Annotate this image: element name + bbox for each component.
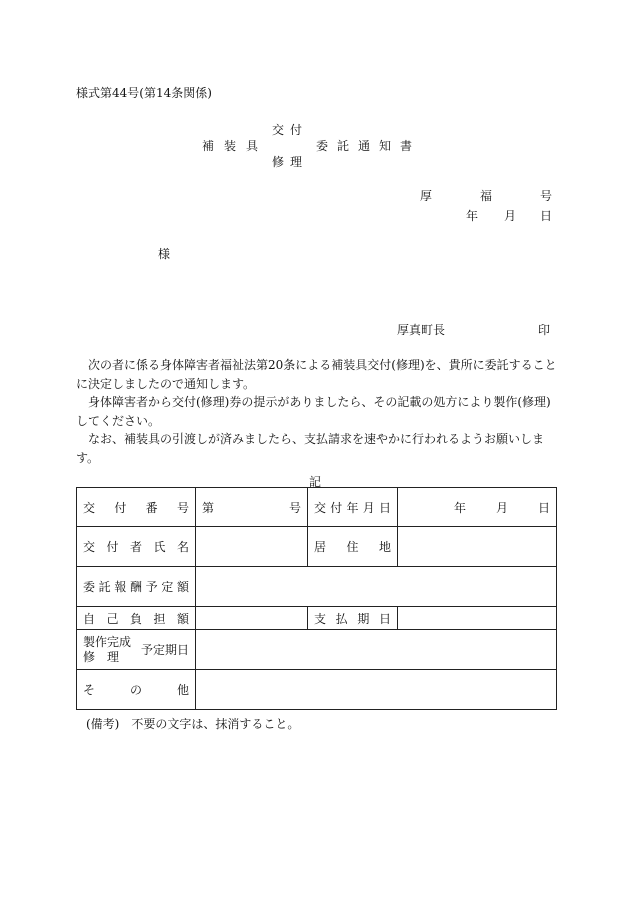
notice-body [76,356,560,467]
ki-heading: 記 [309,475,322,489]
label-issue-number: 交付番号 [83,500,189,515]
reference-suffix: 号 [540,189,553,203]
completion-date-field [196,630,557,670]
body-paragraph-3: なお、補装具の引渡しが済みましたら、支払請求を速やかに行われるようお願いします。 [76,432,545,465]
table-row [77,527,557,567]
issue-number-prefix: 第 [202,500,215,515]
seal-mark: 印 [538,323,551,337]
label-residence: 居住地 [314,540,391,554]
other-field [196,670,557,710]
recipient-name-field [196,527,308,567]
label-payment-date: 支払期日 [314,611,391,626]
remark-note: (備考) 不要の文字は、抹消すること。 [86,717,300,731]
title-right: 委託通知書 [316,139,422,153]
date-day: 日 [540,209,553,223]
label-other-b: の [129,683,142,697]
reference-prefix: 厚 [420,189,433,203]
completion-option-seisaku: 製作完成 [83,634,132,649]
payment-date-field [398,607,557,630]
addressee-suffix: 様 [158,247,171,261]
residence-field [398,527,557,567]
label-issue-date: 交付年月日 [314,500,391,515]
label-recipient-name: 交付者氏名 [83,540,189,554]
label-planned-fee: 委託報酬予定額 [83,580,189,594]
issue-number-field [202,499,301,516]
issue-number-suffix: 号 [288,500,301,515]
body-paragraph-1: 次の者に係る身体障害者福祉法第20条による補装具交付(修理)を、貴所に委託することに決定しましたので通知します。 [76,358,557,391]
table-row [77,488,557,527]
date-month: 月 [504,209,517,223]
table-row [77,607,557,630]
field-day: 日 [537,500,550,515]
table-row [77,670,557,710]
completion-option-shuri: 修理 [83,649,132,664]
issuer-name: 厚真町長 [397,323,446,337]
issue-date-field [404,499,550,516]
completion-suffix: 予定期日 [140,643,189,657]
label-self-pay: 自己負担額 [83,611,189,626]
label-other [83,681,189,698]
title-option-shuri: 修理 [272,155,309,169]
form-number: 様式第44号(第14条関係) [76,86,212,100]
self-pay-field [196,607,308,630]
label-completion-date [83,635,189,665]
details-table [76,487,557,710]
body-paragraph-2: 身体障害者から交付(修理)券の提示がありましたら、その記載の処方により製作(修理)してください。 [76,395,551,428]
label-other-a: そ [83,683,96,697]
label-other-c: 他 [176,683,189,697]
field-month: 月 [495,500,508,515]
field-year: 年 [453,500,466,515]
planned-fee-field [196,567,557,607]
title-option-kofu: 交付 [272,123,309,137]
table-row [77,630,557,670]
reference-middle: 福 [480,189,493,203]
table-row [77,567,557,607]
title-left: 補装具 [202,139,269,153]
date-year: 年 [466,209,479,223]
